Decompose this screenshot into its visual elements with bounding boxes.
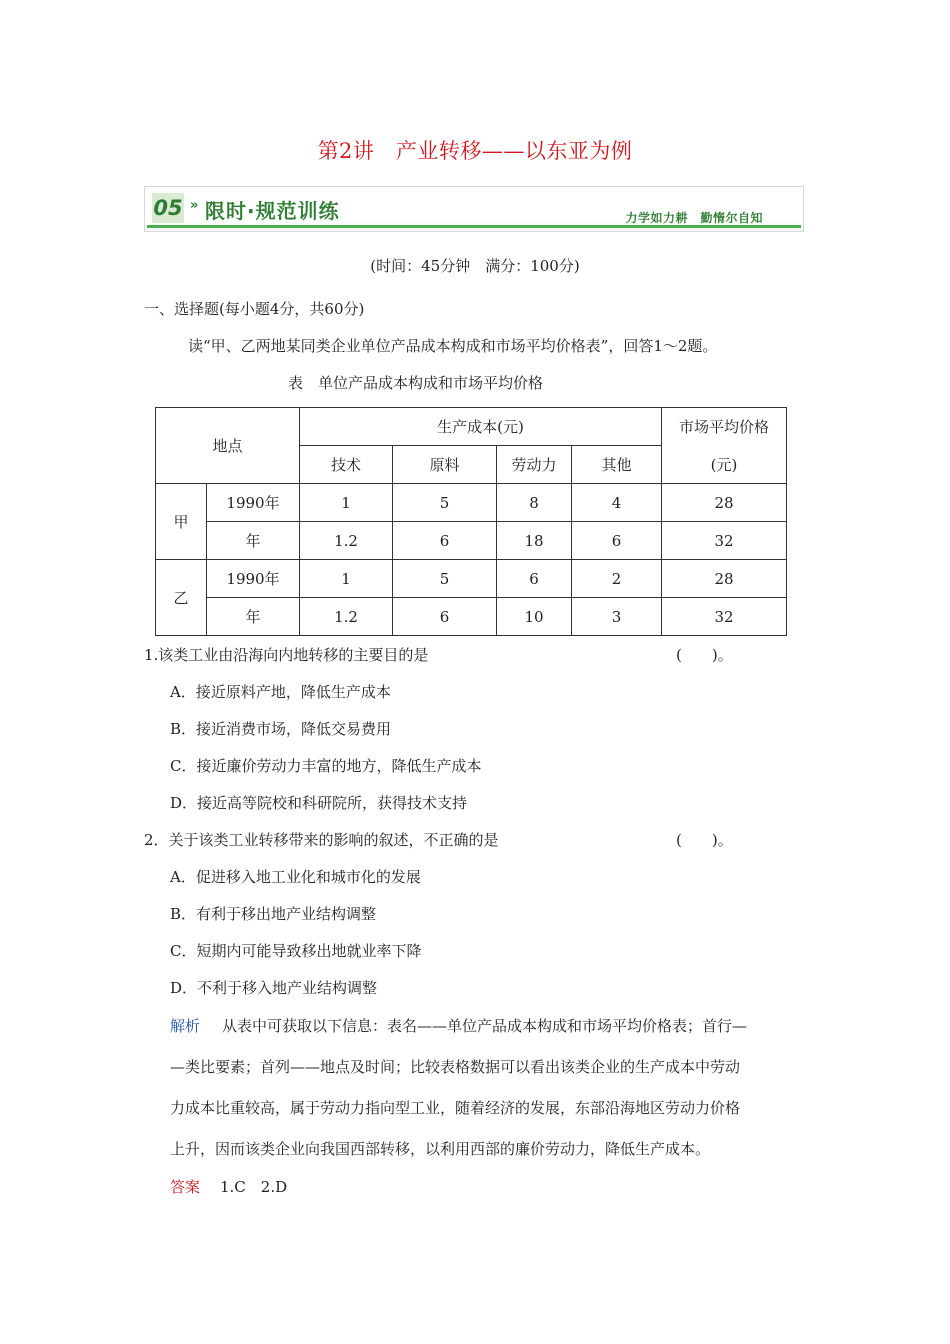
header-production-cost: 生产成本(元) bbox=[300, 408, 662, 446]
page-title: 第2讲 产业转移——以东亚为例 bbox=[317, 139, 633, 163]
question-2-option-c: C．短期内可能导致移出地就业率下降 bbox=[170, 942, 422, 960]
question-2-option-b: B．有利于移出地产业结构调整 bbox=[170, 905, 377, 923]
cell-other: 4 bbox=[572, 484, 662, 522]
analysis-line: 从表中可获取以下信息：表名——单位产品成本构成和市场平均价格表；首行— bbox=[222, 1017, 748, 1035]
header-tech: 技术 bbox=[300, 446, 393, 484]
cell-other: 6 bbox=[572, 522, 662, 560]
table-row bbox=[156, 484, 787, 522]
cell-raw: 5 bbox=[393, 484, 497, 522]
exam-meta: (时间：45分钟 满分：100分) bbox=[370, 257, 580, 275]
question-2-option-a: A．促进移入地工业化和城市化的发展 bbox=[170, 868, 421, 886]
analysis-line: 上升，因而该类企业向我国西部转移，以利用西部的廉价劳动力，降低生产成本。 bbox=[170, 1140, 711, 1158]
analysis-label: 解析 bbox=[170, 1017, 201, 1035]
cell-labor: 6 bbox=[497, 560, 572, 598]
double-chevron-icon: » bbox=[190, 198, 199, 213]
cell-year: 年 bbox=[207, 522, 300, 560]
table-row bbox=[156, 522, 787, 560]
question-1-stem: 1.该类工业由沿海向内地转移的主要目的是 bbox=[144, 646, 429, 664]
analysis-line: —类比要素；首列——地点及时间；比较表格数据可以看出该类企业的生产成本中劳动 bbox=[170, 1058, 741, 1076]
header-market-price: 市场平均价格 bbox=[662, 408, 787, 446]
cell-labor: 8 bbox=[497, 484, 572, 522]
header-place: 地点 bbox=[156, 408, 300, 484]
banner-underline bbox=[147, 225, 801, 228]
cost-table bbox=[155, 407, 787, 636]
cell-other: 3 bbox=[572, 598, 662, 636]
cell-price: 32 bbox=[662, 598, 787, 636]
cell-labor: 10 bbox=[497, 598, 572, 636]
cell-year: 1990年 bbox=[207, 484, 300, 522]
section-banner bbox=[144, 186, 804, 232]
analysis-line: 力成本比重较高，属于劳动力指向型工业，随着经济的发展，东部沿海地区劳动力价格 bbox=[170, 1099, 741, 1117]
banner-title: 限时·规范训练 bbox=[205, 199, 340, 223]
question-intro: 读“甲、乙两地某同类企业单位产品成本构成和市场平均价格表”，回答1～2题。 bbox=[188, 337, 718, 355]
question-2-stem: 2．关于该类工业转移带来的影响的叙述，不正确的是 bbox=[144, 831, 499, 849]
section-heading: 一、选择题(每小题4分，共60分) bbox=[144, 300, 365, 318]
cell-raw: 6 bbox=[393, 522, 497, 560]
cell-labor: 18 bbox=[497, 522, 572, 560]
section-number-badge: 05 bbox=[152, 193, 184, 223]
header-other: 其他 bbox=[572, 446, 662, 484]
cell-raw: 5 bbox=[393, 560, 497, 598]
question-1-option-d: D．接近高等院校和科研院所，获得技术支持 bbox=[170, 794, 468, 812]
answer-label: 答案 bbox=[170, 1178, 201, 1196]
cell-raw: 6 bbox=[393, 598, 497, 636]
banner-motto: 力学如力耕 勤惰尔自知 bbox=[625, 211, 763, 225]
header-raw: 原料 bbox=[393, 446, 497, 484]
cell-tech: 1.2 bbox=[300, 598, 393, 636]
cell-price: 28 bbox=[662, 484, 787, 522]
table-row bbox=[156, 560, 787, 598]
cell-tech: 1.2 bbox=[300, 522, 393, 560]
cell-price: 28 bbox=[662, 560, 787, 598]
cell-tech: 1 bbox=[300, 484, 393, 522]
place-yi: 乙 bbox=[156, 560, 207, 636]
header-labor: 劳动力 bbox=[497, 446, 572, 484]
question-1-blank: ( )。 bbox=[676, 646, 733, 664]
table-row bbox=[156, 598, 787, 636]
question-1-option-c: C．接近廉价劳动力丰富的地方，降低生产成本 bbox=[170, 757, 482, 775]
header-price-unit: (元) bbox=[662, 446, 787, 484]
question-2-option-d: D．不利于移入地产业结构调整 bbox=[170, 979, 378, 997]
cell-other: 2 bbox=[572, 560, 662, 598]
cell-year: 1990年 bbox=[207, 560, 300, 598]
answer-text: 1.C 2.D bbox=[220, 1178, 288, 1196]
table-caption: 表 单位产品成本构成和市场平均价格 bbox=[288, 374, 544, 392]
question-1-option-b: B．接近消费市场，降低交易费用 bbox=[170, 720, 392, 738]
cell-price: 32 bbox=[662, 522, 787, 560]
cell-tech: 1 bbox=[300, 560, 393, 598]
cell-year: 年 bbox=[207, 598, 300, 636]
question-2-blank: ( )。 bbox=[676, 831, 733, 849]
question-1-option-a: A．接近原料产地，降低生产成本 bbox=[170, 683, 391, 701]
place-jia: 甲 bbox=[156, 484, 207, 560]
